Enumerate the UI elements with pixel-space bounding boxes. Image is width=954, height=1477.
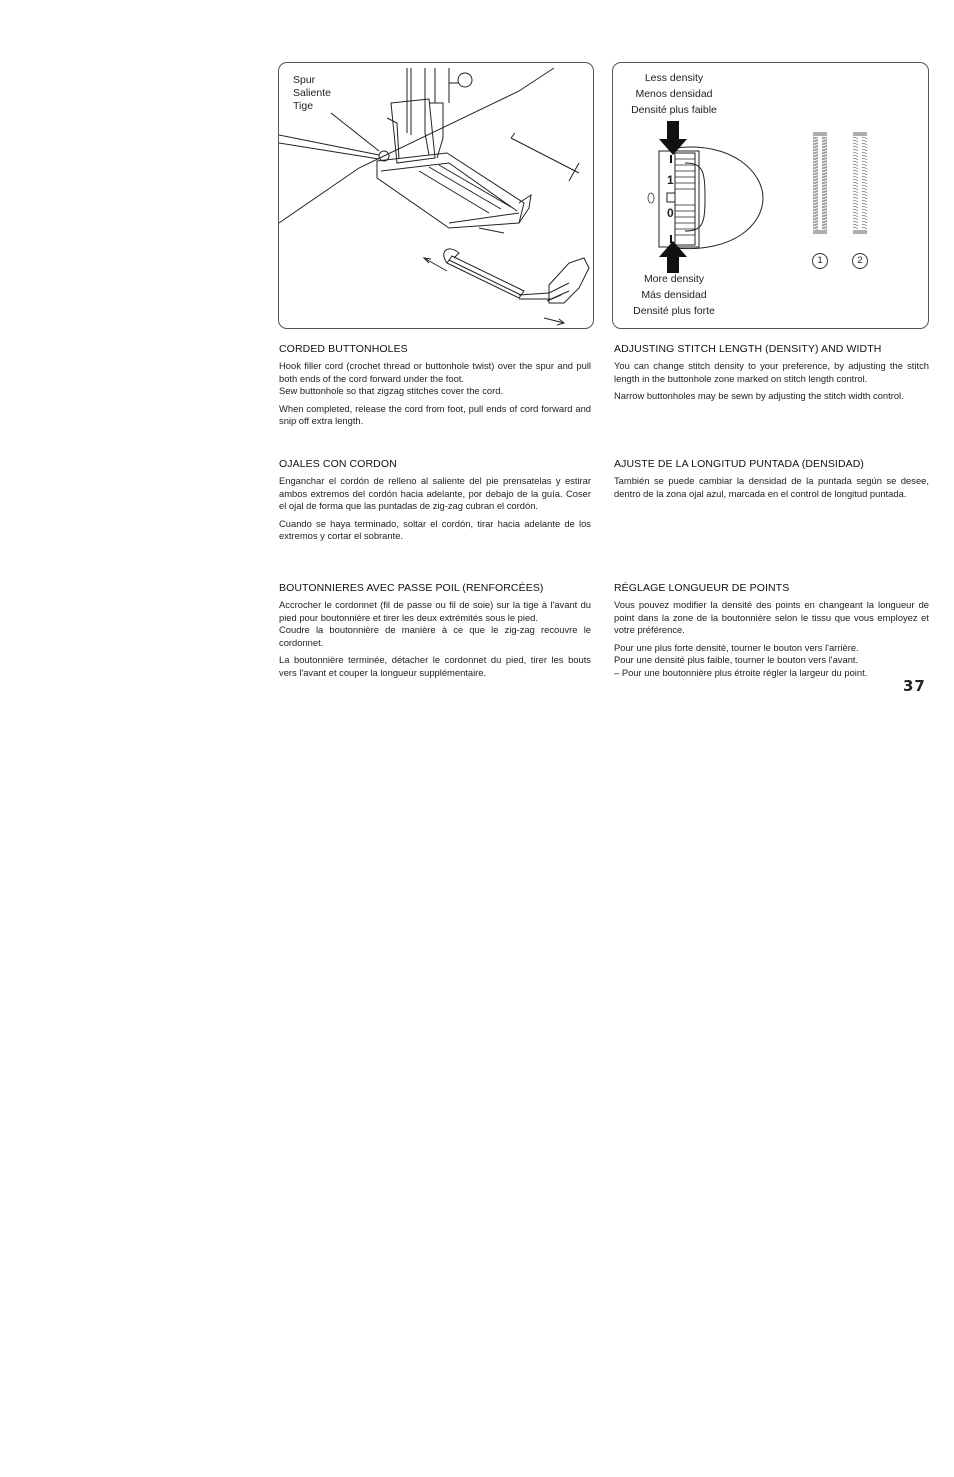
zigzag-stitch (813, 209, 818, 210)
zigzag-stitch (822, 139, 827, 140)
zigzag-stitch (853, 140, 858, 142)
paragraph: Sew buttonhole so that zigzag stitches cover the cord. (279, 385, 504, 397)
zigzag-stitch (822, 193, 827, 194)
zigzag-stitch (813, 215, 818, 216)
zigzag-stitch (822, 191, 827, 192)
zigzag-stitch (813, 200, 818, 201)
zigzag-stitch (853, 215, 858, 217)
zigzag-stitch (822, 227, 827, 228)
zigzag-stitch (822, 220, 827, 221)
zigzag-stitch (813, 203, 818, 204)
zigzag-stitch (822, 223, 827, 224)
zigzag-stitch (822, 181, 827, 182)
zigzag-stitch (813, 224, 818, 225)
zigzag-stitch (822, 158, 827, 159)
zigzag-stitch (813, 208, 818, 209)
zigzag-stitch (822, 194, 827, 195)
zigzag-stitch (862, 206, 867, 208)
zigzag-stitch (813, 151, 818, 152)
zigzag-stitch (822, 167, 827, 168)
zigzag-stitch (853, 161, 858, 163)
zigzag-stitch (862, 149, 867, 151)
zigzag-stitch (822, 164, 827, 165)
density-dial-figure (612, 62, 929, 329)
zigzag-stitch (813, 214, 818, 215)
zigzag-stitch (853, 188, 858, 190)
zigzag-stitch (853, 185, 858, 187)
zigzag-stitch (813, 160, 818, 161)
zigzag-stitch (862, 218, 867, 220)
section-title: BOUTONNIERES AVEC PASSE POIL (RENFORCÉES) (279, 582, 544, 594)
zigzag-stitch (822, 172, 827, 173)
zigzag-stitch (822, 140, 827, 141)
zigzag-stitch (813, 226, 818, 227)
zigzag-stitch (822, 148, 827, 149)
zigzag-stitch (862, 179, 867, 181)
zigzag-stitch (813, 205, 818, 206)
zigzag-stitch (822, 151, 827, 152)
zigzag-stitch (862, 152, 867, 154)
zigzag-stitch (822, 229, 827, 230)
zigzag-stitch (813, 145, 818, 146)
zigzag-stitch (862, 221, 867, 223)
section-title: CORDED BUTTONHOLES (279, 343, 408, 355)
paragraph: Vous pouvez modifier la densité des points en changeant la longueur de point dans la zone de la boutonnière selon le tissu que vous employez et votre préférence. (614, 599, 929, 636)
section-corded-en (279, 343, 591, 433)
zigzag-stitch (822, 202, 827, 203)
section-density-es (614, 458, 929, 505)
zigzag-stitch (862, 194, 867, 196)
zigzag-stitch (853, 173, 858, 175)
paragraph: Pour une plus forte densité, tourner le bouton vers l'arrière. (614, 641, 859, 653)
zigzag-stitch (813, 196, 818, 197)
zigzag-stitch (853, 191, 858, 193)
zigzag-stitch (822, 214, 827, 215)
zigzag-stitch (862, 185, 867, 187)
paragraph: You can change stitch density to your preference, by adjusting the stitch length in the buttonhole zone marked on stitch length control. (614, 360, 929, 384)
zigzag-stitch (822, 143, 827, 144)
zigzag-stitch (853, 155, 858, 157)
zigzag-stitch (813, 194, 818, 195)
zigzag-stitch (862, 224, 867, 226)
less-density-es: Menos densidad (635, 88, 713, 100)
zigzag-stitch (822, 175, 827, 176)
zigzag-stitch (822, 173, 827, 174)
zigzag-stitch (853, 218, 858, 220)
figure-label-spur-fr: Tige (293, 100, 314, 112)
zigzag-stitch (822, 200, 827, 201)
zigzag-stitch (853, 164, 858, 166)
zigzag-stitch (862, 197, 867, 199)
more-density-en: More density (643, 273, 705, 285)
zigzag-stitch (822, 221, 827, 222)
zigzag-stitch (822, 157, 827, 158)
zigzag-stitch (862, 164, 867, 166)
zigzag-stitch (822, 212, 827, 213)
zigzag-stitch (853, 203, 858, 205)
zigzag-stitch (813, 220, 818, 221)
zigzag-stitch (853, 152, 858, 154)
paragraph: – Pour une boutonnière plus étroite régler la largeur du point. (614, 666, 868, 678)
zigzag-stitch (822, 208, 827, 209)
zigzag-stitch (813, 181, 818, 182)
zigzag-stitch (853, 221, 858, 223)
zigzag-stitch (862, 167, 867, 169)
density-arrows (659, 121, 687, 273)
zigzag-stitch (813, 143, 818, 144)
zigzag-stitch (853, 143, 858, 145)
zigzag-stitch (822, 206, 827, 207)
more-density-fr: Densité plus forte (633, 305, 715, 317)
zigzag-stitch (853, 149, 858, 151)
zigzag-stitch (813, 179, 818, 180)
zigzag-stitch (813, 172, 818, 173)
zigzag-stitch (813, 182, 818, 183)
zigzag-stitch (822, 196, 827, 197)
zigzag-stitch (822, 226, 827, 227)
zigzag-stitch (853, 158, 858, 160)
zigzag-stitch (813, 148, 818, 149)
paragraph: También se puede cambiar la densidad de la puntada según se desee, dentro de la zona ojal azul, marcada en el control de longitud puntada. (614, 475, 929, 499)
paragraph: La boutonnière terminée, détacher le cordonnet du pied, tirer les bouts vers l'avant et couper la longueur supplémentaire. (279, 654, 591, 678)
sample-number-2: 2 (852, 253, 868, 269)
zigzag-stitch (813, 142, 818, 143)
zigzag-stitch (862, 140, 867, 142)
zigzag-stitch (862, 212, 867, 214)
zigzag-stitch (813, 175, 818, 176)
zigzag-stitch (853, 167, 858, 169)
zigzag-stitch (862, 227, 867, 229)
zigzag-stitch (813, 221, 818, 222)
zigzag-stitch (822, 188, 827, 189)
zigzag-stitch (862, 170, 867, 172)
zigzag-stitch (822, 178, 827, 179)
page-number: 37 (903, 677, 926, 695)
zigzag-stitch (822, 176, 827, 177)
zigzag-stitch (853, 170, 858, 172)
zigzag-stitch (853, 179, 858, 181)
zigzag-stitch (813, 229, 818, 230)
zigzag-stitch (813, 149, 818, 150)
zigzag-stitch (822, 184, 827, 185)
zigzag-stitch (822, 163, 827, 164)
zigzag-stitch (813, 217, 818, 218)
zigzag-stitch (822, 224, 827, 225)
zigzag-stitch (813, 166, 818, 167)
zigzag-stitch (822, 217, 827, 218)
zigzag-stitch (813, 185, 818, 186)
zigzag-stitch (813, 158, 818, 159)
zigzag-stitch (862, 203, 867, 205)
less-density-en: Less density (644, 72, 704, 84)
zigzag-stitch (853, 137, 858, 139)
zigzag-stitch (853, 212, 858, 214)
zigzag-stitch (822, 149, 827, 150)
zigzag-stitch (813, 139, 818, 140)
corded-buttonhole-figure (278, 62, 594, 329)
paragraph: Hook filler cord (crochet thread or buttonhole twist) over the spur and pull both ends of the cord forward under the foot. (279, 360, 591, 384)
zigzag-stitch (813, 190, 818, 191)
zigzag-stitch (813, 167, 818, 168)
zigzag-stitch (813, 202, 818, 203)
section-title: ADJUSTING STITCH LENGTH (DENSITY) AND WIDTH (614, 343, 882, 355)
zigzag-stitch (813, 206, 818, 207)
zigzag-stitch (862, 173, 867, 175)
zigzag-stitch (822, 154, 827, 155)
zigzag-stitch (822, 152, 827, 153)
zigzag-stitch (862, 137, 867, 139)
sample-number-1: 1 (812, 253, 828, 269)
zigzag-stitch (822, 170, 827, 171)
zigzag-stitch (862, 188, 867, 190)
zigzag-stitch (822, 203, 827, 204)
section-density-en (614, 343, 929, 408)
zigzag-stitch (822, 211, 827, 212)
zigzag-stitch (822, 205, 827, 206)
zigzag-stitch (822, 197, 827, 198)
zigzag-stitch (853, 176, 858, 178)
figure-label-spur-en: Spur (293, 74, 316, 86)
zigzag-stitch (813, 223, 818, 224)
zigzag-stitch (813, 154, 818, 155)
buttonhole-samples (813, 133, 867, 233)
section-title: OJALES CON CORDON (279, 458, 397, 470)
zigzag-stitch (822, 142, 827, 143)
zigzag-stitch (813, 212, 818, 213)
zigzag-stitch (813, 197, 818, 198)
paragraph: Cuando se haya terminado, soltar el cordón, tirar hacia adelante de los extremos y cortar el sobrante. (279, 517, 591, 542)
zigzag-stitch (822, 137, 827, 138)
zigzag-stitch (813, 157, 818, 158)
paragraph: When completed, release the cord from foot, pull ends of cord forward and snip off extra length. (279, 402, 591, 427)
zigzag-stitch (813, 218, 818, 219)
paragraph: Accrocher le cordonnet (fil de passe ou fil de soie) sur la tige à l'avant du pied pour boutonnière et tirer les deux extrémités sous le pied. (279, 599, 591, 623)
presser-foot-illustration (279, 63, 593, 328)
zigzag-stitch (822, 199, 827, 200)
zigzag-stitch (822, 145, 827, 146)
zigzag-stitch (822, 169, 827, 170)
less-density-fr: Densité plus faible (631, 104, 717, 116)
zigzag-stitch (822, 179, 827, 180)
zigzag-stitch (813, 199, 818, 200)
zigzag-stitch (822, 182, 827, 183)
zigzag-stitch (813, 152, 818, 153)
zigzag-stitch (822, 146, 827, 147)
zigzag-stitch (813, 191, 818, 192)
zigzag-stitch (862, 200, 867, 202)
zigzag-stitch (862, 182, 867, 184)
dial-mark-1: 1 (667, 173, 674, 187)
zigzag-stitch (813, 155, 818, 156)
zigzag-stitch (822, 161, 827, 162)
zigzag-stitch (813, 163, 818, 164)
paragraph: Coudre la boutonnière de manière à ce que le zig-zag recouvre le cordonnet. (279, 624, 591, 648)
zigzag-stitch (853, 197, 858, 199)
section-title: AJUSTE DE LA LONGITUD PUNTADA (DENSIDAD) (614, 458, 865, 470)
zigzag-stitch (813, 211, 818, 212)
zigzag-stitch (862, 155, 867, 157)
zigzag-stitch (862, 209, 867, 211)
zigzag-stitch (853, 227, 858, 229)
zigzag-stitch (813, 178, 818, 179)
zigzag-stitch (853, 206, 858, 208)
zigzag-stitch (853, 209, 858, 211)
zigzag-stitch (813, 184, 818, 185)
more-density-es: Más densidad (641, 289, 707, 301)
figure-label-spur-es: Saliente (293, 87, 331, 99)
zigzag-stitch (862, 191, 867, 193)
zigzag-stitch (822, 209, 827, 210)
zigzag-stitch (822, 215, 827, 216)
zigzag-stitch (862, 158, 867, 160)
zigzag-stitch (813, 227, 818, 228)
zigzag-stitch (853, 200, 858, 202)
paragraph: Narrow buttonholes may be sewn by adjusting the stitch width control. (614, 390, 904, 402)
zigzag-stitch (822, 187, 827, 188)
paragraph: Pour une densité plus faible, tourner le bouton vers l'avant. (614, 654, 859, 666)
zigzag-stitch (853, 182, 858, 184)
zigzag-stitch (822, 218, 827, 219)
zigzag-stitch (862, 215, 867, 217)
zigzag-stitch (822, 190, 827, 191)
zigzag-stitch (813, 140, 818, 141)
zigzag-stitch (853, 224, 858, 226)
zigzag-stitch (813, 193, 818, 194)
zigzag-stitch (813, 137, 818, 138)
zigzag-stitch (822, 185, 827, 186)
section-title: RÉGLAGE LONGUEUR DE POINTS (614, 582, 790, 594)
zigzag-stitch (862, 176, 867, 178)
zigzag-stitch (813, 173, 818, 174)
zigzag-stitch (813, 187, 818, 188)
section-corded-fr (279, 582, 591, 685)
zigzag-stitch (813, 164, 818, 165)
zigzag-stitch (862, 146, 867, 148)
zigzag-stitch (853, 194, 858, 196)
zigzag-stitch (822, 155, 827, 156)
zigzag-stitch (822, 160, 827, 161)
zigzag-stitch (822, 166, 827, 167)
section-density-fr (614, 582, 929, 680)
zigzag-stitch (813, 169, 818, 170)
zigzag-stitch (813, 176, 818, 177)
zigzag-stitch (862, 161, 867, 163)
zigzag-stitch (862, 143, 867, 145)
section-corded-es (279, 458, 591, 548)
zigzag-stitch (813, 170, 818, 171)
zigzag-stitch (813, 188, 818, 189)
zigzag-stitch (853, 146, 858, 148)
paragraph: Enganchar el cordón de relleno al saliente del pie prensatelas y estirar ambos extremos del cordón hacia adelante, por debajo de la guía. Coser el ojal de forma que las puntadas de zig-zag cubran el cordón. (279, 475, 591, 512)
dial-mark-0: 0 (667, 206, 674, 220)
zigzag-stitch (813, 161, 818, 162)
zigzag-stitch (813, 146, 818, 147)
